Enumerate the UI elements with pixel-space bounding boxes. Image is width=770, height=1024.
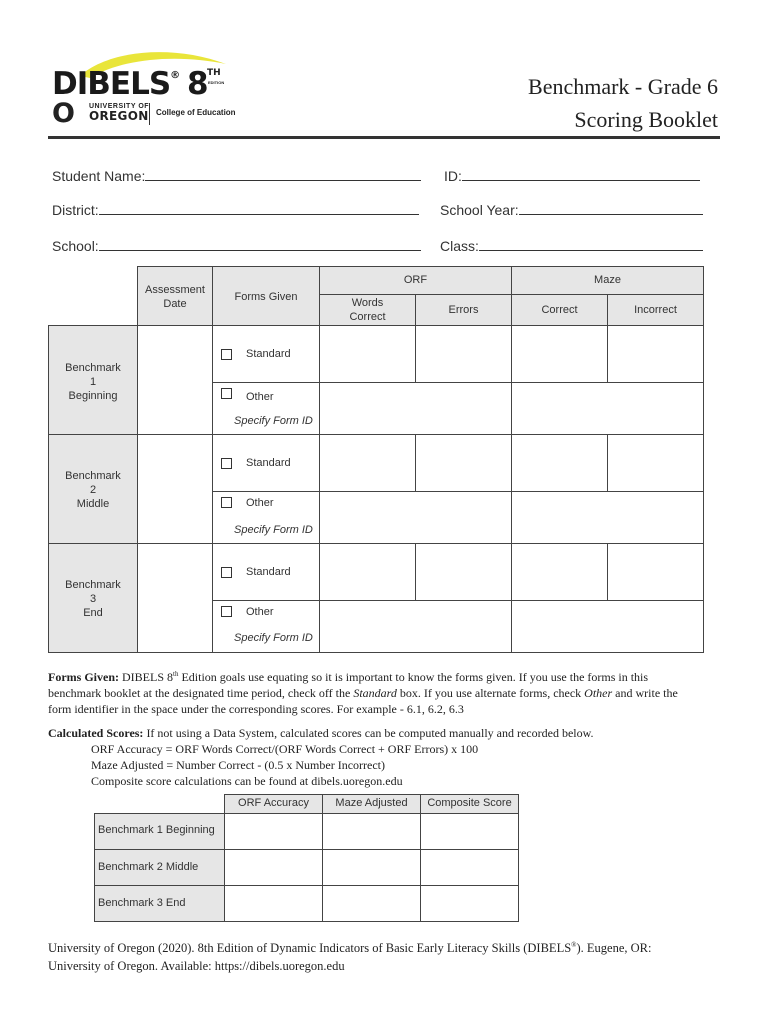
benchmark-1-errors-cell[interactable] [415,325,512,383]
forms-given-note-sup: th [173,670,179,678]
benchmark-2-word: Benchmark [65,470,121,482]
school-year-field[interactable] [440,200,703,218]
calculated-scores-text: If not using a Data System, calculated scores can be computed manually and recorded below. [143,726,594,740]
date-label: Date [163,298,187,310]
calc-benchmark-1-composite-cell[interactable] [420,813,519,850]
benchmark-2-specify-label: Specify Form ID [234,524,313,536]
dibels-logo [52,66,179,102]
uo-university-text: UNIVERSITY OF [89,103,150,110]
benchmark-3-words-correct-cell[interactable] [319,543,416,601]
benchmark-2-words-correct-cell[interactable] [319,434,416,492]
maze-header-text: Maze [594,274,621,286]
benchmark-2-maze-correct-cell[interactable] [511,434,608,492]
header-rule [48,136,720,139]
district-label: District: [52,202,99,218]
benchmark-1-orf-form-id-cell[interactable] [319,382,512,435]
calc-benchmark-2-orf-accuracy-cell[interactable] [224,849,323,886]
school-label: School: [52,238,99,254]
class-label: Class: [440,238,479,254]
calculated-scores-intro [48,725,728,741]
calculated-scores-label: Calculated Scores: [48,726,144,740]
errors-header-text: Errors [448,304,479,316]
benchmark-3-number: 3 [89,593,97,605]
benchmark-3-maze-incorrect-cell[interactable] [607,543,704,601]
logo-registered: ® [170,70,180,81]
calc-benchmark-1-label: Benchmark 1 Beginning [98,824,215,836]
student-name-line[interactable] [145,166,421,181]
forms-given-note-t2: Edition goals use equating so it is important to know the forms given. If you use the forms in this [178,670,649,684]
forms-given-note-t3: benchmark booklet at the designated time period, check off the [48,686,354,700]
benchmark-3-word: Benchmark [65,579,121,591]
benchmark-1-maze-form-id-cell[interactable] [511,382,704,435]
benchmark-3-label [48,578,138,620]
forms-given-note-t1: DIBELS 8 [119,670,173,684]
college-of-education-text: College of Education [156,108,236,117]
school-year-line[interactable] [519,200,703,215]
calc-benchmark-2-maze-adjusted-cell[interactable] [322,849,421,886]
uo-o-logo: O [52,98,75,129]
benchmark-2-label [48,469,138,511]
citation-text-3: University of Oregon. Available: https://dibels.uoregon.edu [48,959,345,974]
benchmark-1-words-correct-cell[interactable] [319,325,416,383]
student-name-label: Student Name: [52,168,146,184]
orf-accuracy-formula: ORF Accuracy = ORF Words Correct/(ORF Words Correct + ORF Errors) x 100 [91,742,479,756]
benchmark-3-maze-form-id-cell[interactable] [511,600,704,653]
benchmark-3-orf-form-id-cell[interactable] [319,600,512,653]
calc-benchmark-3-orf-accuracy-cell[interactable] [224,885,323,922]
calc-benchmark-2-composite-cell[interactable] [420,849,519,886]
benchmark-3-date-cell[interactable] [137,543,213,653]
benchmark-2-date-cell[interactable] [137,434,213,544]
calc-benchmark-3-maze-adjusted-cell[interactable] [322,885,421,922]
logo-word: DIBELS [52,66,171,102]
id-label: ID: [444,168,462,184]
calc-benchmark-1-orf-accuracy-cell[interactable] [224,813,323,850]
benchmark-2-number: 2 [89,484,97,496]
benchmark-2-maze-form-id-cell[interactable] [511,491,704,544]
district-field[interactable] [52,200,419,218]
calc-benchmark-2-label: Benchmark 2 Middle [98,861,199,873]
forms-given-header-text: Forms Given [234,291,298,303]
benchmark-1-standard-label: Standard [246,348,291,360]
logo-th: TH [207,68,221,78]
benchmark-3-other-label: Other [246,606,274,618]
words-label: Words [351,297,384,309]
class-line[interactable] [479,236,703,251]
orf-header-text: ORF [403,274,428,286]
benchmark-2-other-label: Other [246,497,274,509]
calc-benchmark-3-composite-cell[interactable] [420,885,519,922]
benchmark-2-orf-form-id-cell[interactable] [319,491,512,544]
calc-benchmark-1-maze-adjusted-cell[interactable] [322,813,421,850]
logo-eight: 8 [187,66,209,102]
school-line[interactable] [99,236,421,251]
forms-given-note-t5: and write the [612,686,678,700]
benchmark-1-word: Benchmark [65,362,121,374]
school-field[interactable] [52,236,421,254]
district-line[interactable] [99,200,419,215]
composite-score-note: Composite score calculations can be found at dibels.uoregon.edu [91,774,403,788]
benchmark-3-specify-label: Specify Form ID [234,632,313,644]
benchmark-1-number: 1 [89,376,97,388]
maze-incorrect-header-text: Incorrect [634,304,677,316]
benchmark-3-standard-label: Standard [246,566,291,578]
maze-correct-header-text: Correct [541,304,578,316]
forms-given-note-t4: box. If you use alternate forms, check [396,686,585,700]
assessment-date-header-text [137,283,213,311]
orf-accuracy-header-text: ORF Accuracy [238,797,309,809]
benchmark-2-standard-label: Standard [246,457,291,469]
benchmark-2-maze-incorrect-cell[interactable] [607,434,704,492]
benchmark-1-maze-incorrect-cell[interactable] [607,325,704,383]
benchmark-1-other-checkbox[interactable] [221,388,232,399]
class-field[interactable] [440,236,703,254]
benchmark-2-other-checkbox[interactable] [221,497,232,508]
student-name-field[interactable] [52,166,421,184]
benchmark-3-period: End [83,607,103,619]
benchmark-1-specify-label: Specify Form ID [234,415,313,427]
benchmark-2-standard-checkbox[interactable] [221,458,232,469]
correct-sub-label: Correct [349,311,386,323]
forms-given-note-t6: form identifier in the space under the corresponding scores. For example - 6.1, 6.2, 6.3 [48,702,464,716]
composite-score-header-text: Composite Score [427,797,512,809]
benchmark-1-date-cell[interactable] [137,325,213,435]
benchmark-3-other-checkbox[interactable] [221,606,232,617]
citation [48,936,738,975]
calc-benchmark-3-label: Benchmark 3 End [98,897,186,909]
benchmark-1-other-label: Other [246,391,274,403]
uo-oregon-text: OREGON [89,109,149,123]
assessment-label: Assessment [145,284,205,296]
benchmark-1-maze-correct-cell[interactable] [511,325,608,383]
forms-given-note-standard: Standard [353,686,397,700]
citation-text-2: ). Eugene, OR: [576,941,652,956]
id-line[interactable] [462,166,700,181]
benchmark-2-errors-cell[interactable] [415,434,512,492]
page-title: Benchmark - Grade 6 [528,74,718,99]
forms-given-note [48,666,728,717]
citation-registered: ® [571,941,577,949]
citation-text-1: University of Oregon (2020). 8th Edition of Dynamic Indicators of Basic Early Literacy Skills (DIBELS [48,941,572,956]
school-year-label: School Year: [440,202,519,218]
benchmark-3-maze-correct-cell[interactable] [511,543,608,601]
maze-adjusted-header-text: Maze Adjusted [335,797,408,809]
benchmark-1-standard-checkbox[interactable] [221,349,232,360]
benchmark-3-errors-cell[interactable] [415,543,512,601]
id-field[interactable] [444,166,700,184]
forms-given-note-label: Forms Given: [48,670,119,684]
forms-given-note-other: Other [584,686,613,700]
logo-edition: EDITION [208,80,225,85]
benchmark-1-period: Beginning [68,390,118,402]
words-correct-header-text [319,296,416,324]
page-subtitle: Scoring Booklet [574,107,718,132]
logo-separator [149,103,150,125]
benchmark-3-standard-checkbox[interactable] [221,567,232,578]
maze-adjusted-formula: Maze Adjusted = Number Correct - (0.5 x Number Incorrect) [91,758,385,772]
benchmark-1-label [48,361,138,403]
benchmark-2-period: Middle [76,498,110,510]
